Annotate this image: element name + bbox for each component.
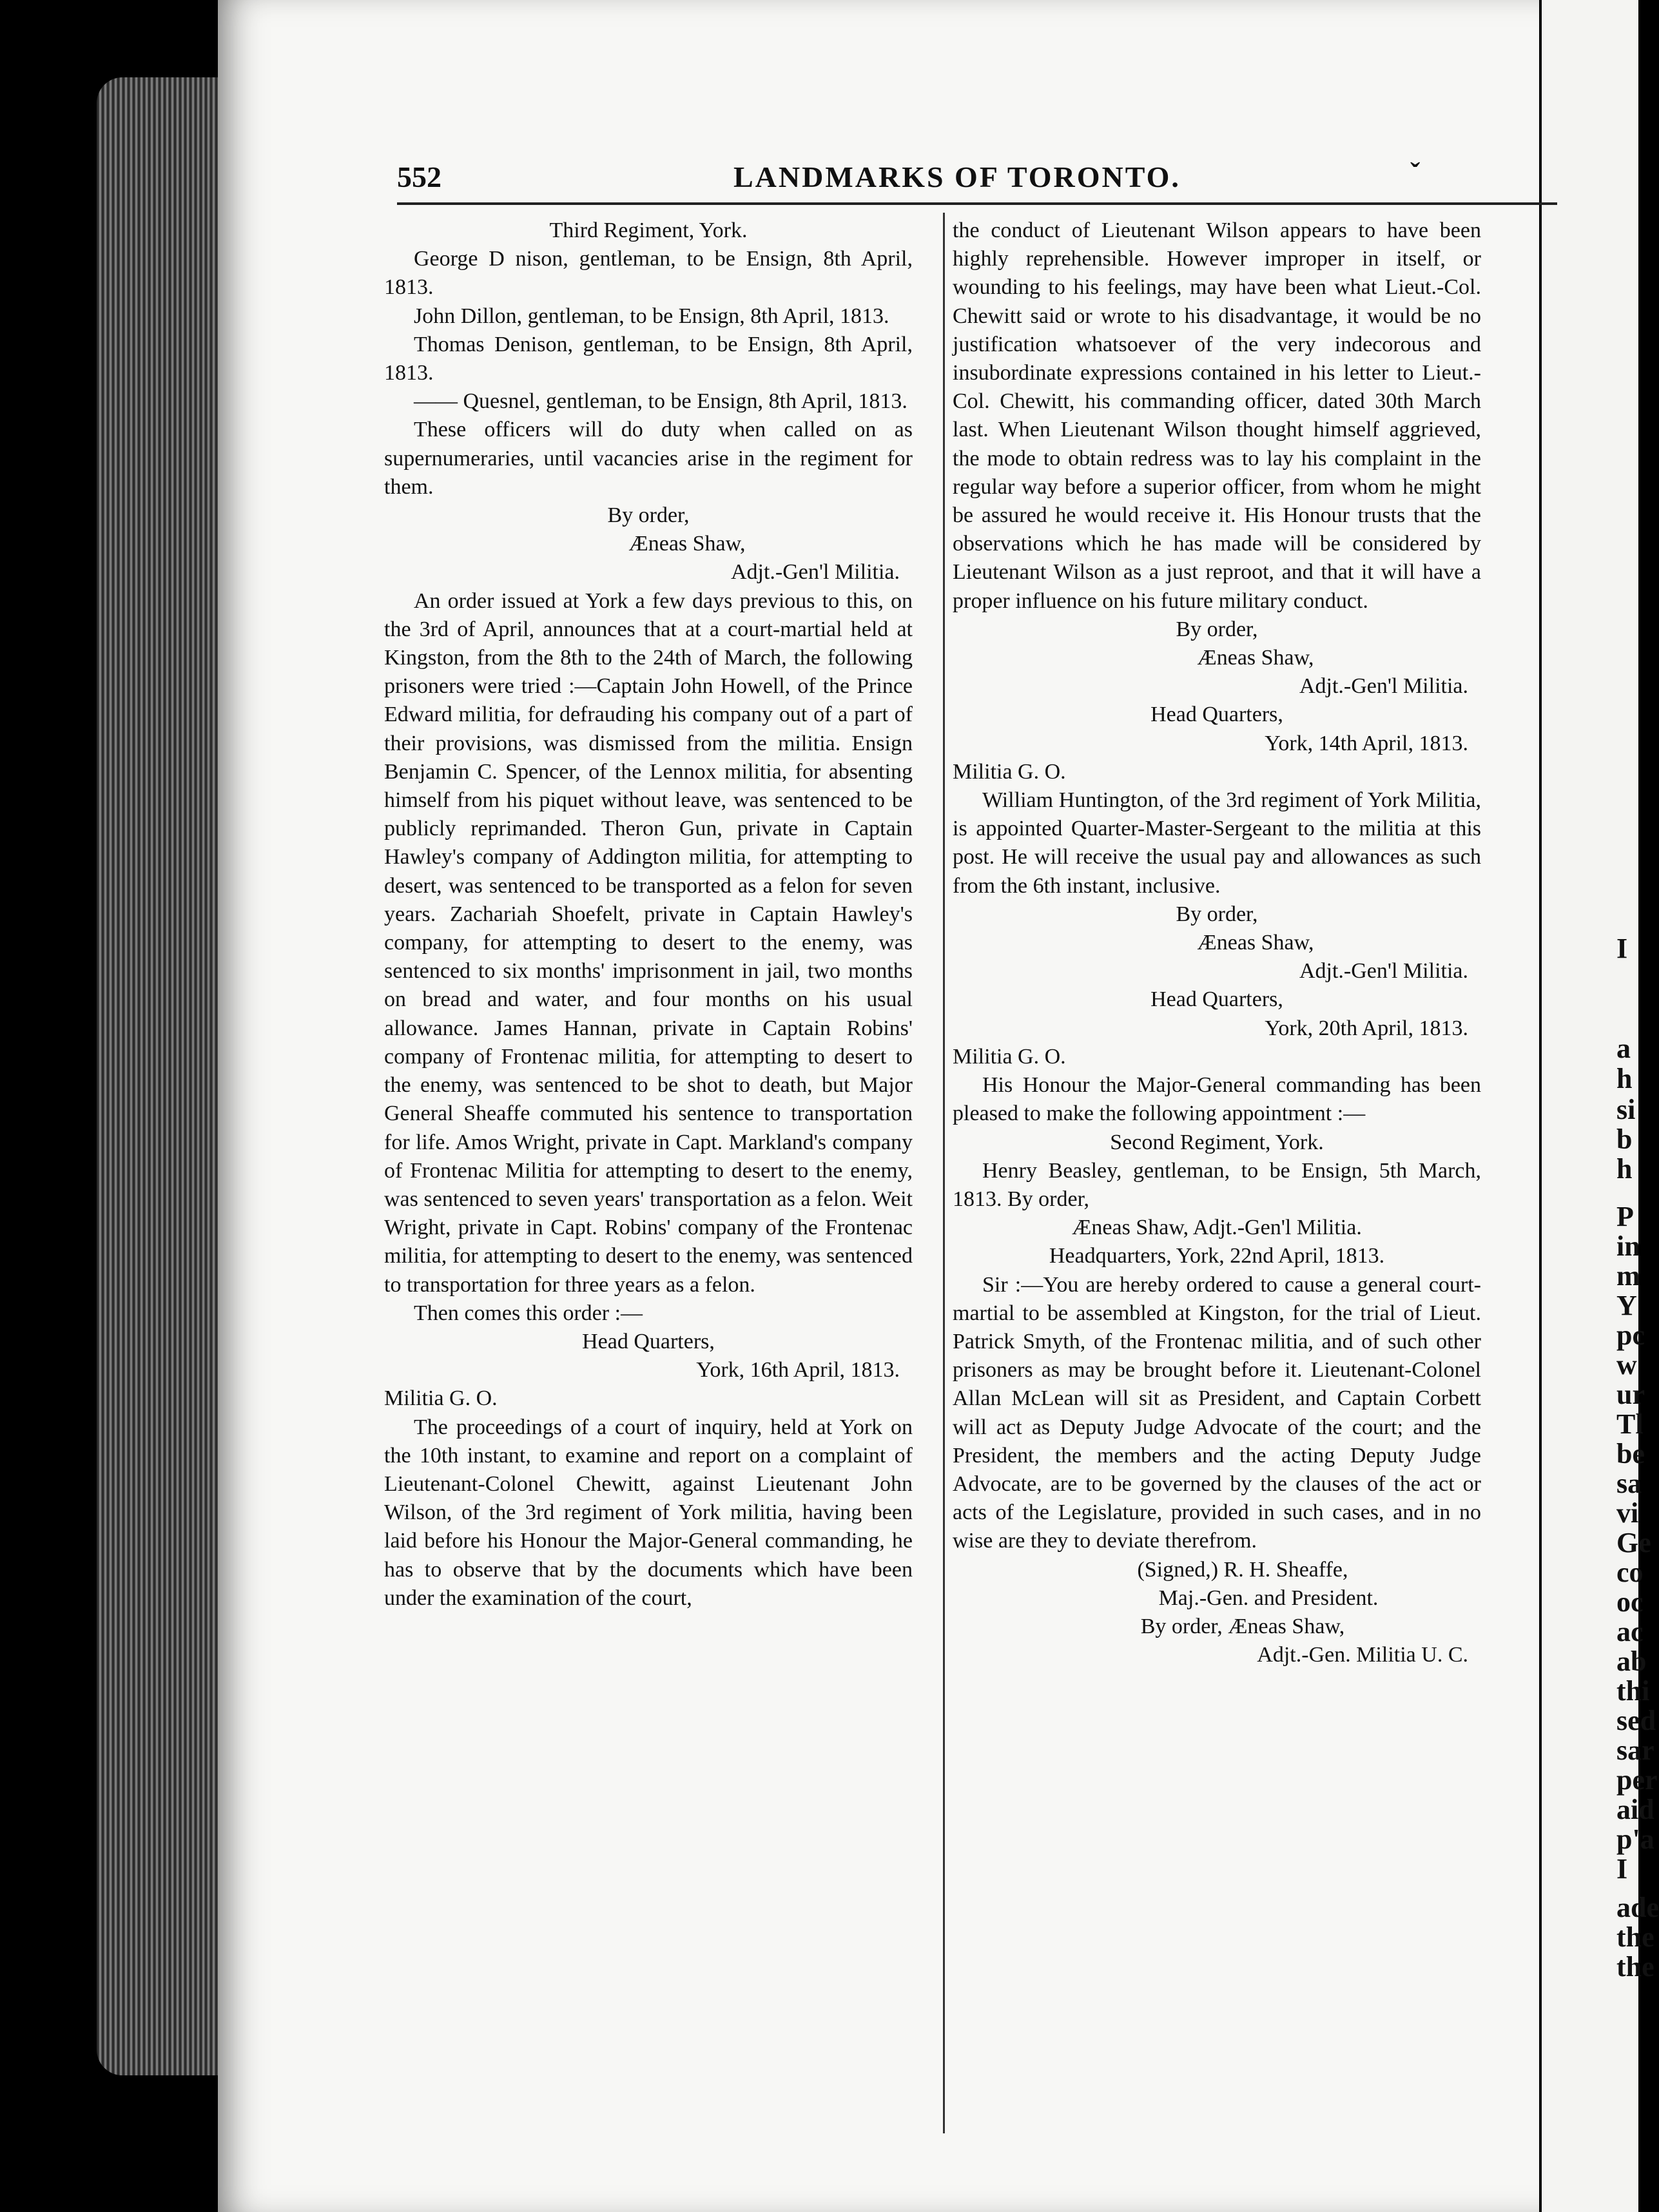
running-title: LANDMARKS OF TORONTO. [733, 160, 1181, 193]
signature-line: By order, Æneas Shaw, [1140, 1614, 1345, 1638]
dateline: Headquarters, York, 22nd April, 1813. [1049, 1244, 1385, 1268]
signature-title: Adjt.-Gen'l Militia. [1299, 674, 1468, 699]
page-gutter [1638, 0, 1647, 2212]
edge-fragment: co [1616, 1557, 1644, 1588]
paragraph: William Huntington, of the 3rd regiment of York Militia, is appointed Quarter-Master-Sergeant to the militia at this post. He will receive the usual pay and allowances as such from the 6th instant, inclusive. [953, 788, 1481, 898]
signature-line: By order, [1176, 617, 1258, 641]
order-label: Militia G. O. [953, 1044, 1066, 1069]
order-label: Militia G. O. [384, 1386, 498, 1411]
edge-fragment: ur [1616, 1379, 1645, 1410]
signature-name: Æneas Shaw, [1197, 931, 1314, 955]
edge-fragment: h [1616, 1153, 1633, 1185]
edge-fragment: P [1616, 1201, 1634, 1232]
edge-fragment: p'a [1616, 1823, 1654, 1855]
edge-fragment: Tl [1616, 1408, 1644, 1440]
signature-name: (Signed,) R. H. Sheaffe, [1137, 1557, 1348, 1582]
edge-fragment: sed [1616, 1705, 1656, 1736]
edge-fragment: a [1616, 1033, 1631, 1064]
signature-line: By order, [607, 503, 690, 528]
edge-fragment: sar [1616, 1734, 1654, 1766]
edge-fragment: Ge [1616, 1527, 1651, 1558]
paragraph: An order issued at York a few days previous to this, on the 3rd of April, announces that at a court-martial held at Kingston, from the 8th to the 24th of March, the following prisoners were tried :—Captain John Howell, of the Prince Edward militia, for defrauding his company out of a part of their provisions, was dismissed from the militia. Ensign Benjamin C. Spencer, of the Lennox militia, for absenting himself from his piquet without leave, was sentenced to be publicly reprimanded. Theron Gun, private in Captain Hawley's company of Addington militia, for attempting to desert, was sentenced to be transported as a felon for seven years. Zachariah Shoefelt, private in Captain Hawley's company, for attempting to desert to the enemy, was sentenced to six months' imprisonment in jail, two months on bread and water, and four months on his usual allowance. James Hannan, private in Captain Robins' company of Frontenac militia, for attempting to desert to the enemy, was sentenced to be shot to death, but Major General Sheaffe commuted his sentence to transportation for life. Amos Wright, private in Capt. Markland's company of Frontenac Militia for attempting to desert to the enemy, was sentenced to seven years' transportation as a felon. Weit Wright, private in Capt. Robins' company of the Frontenac militia, for attempting to desert to the enemy, was sentenced to transportation for three years as a felon. [384, 588, 913, 1297]
paragraph: John Dillon, gentleman, to be Ensign, 8th April, 1813. [414, 304, 889, 328]
heading: Second Regiment, York. [1110, 1130, 1324, 1154]
dateline: York, 20th April, 1813. [1265, 1016, 1468, 1040]
dateline: York, 14th April, 1813. [1265, 731, 1468, 755]
edge-fragment: the [1616, 1951, 1654, 1983]
page-content [218, 0, 1539, 2212]
paragraph: the conduct of Lieutenant Wilson appears to have been highly reprehensible. However improper in itself, or wounding to his feelings, may have been what Lieut.-Col. Chewitt said or wrote to his disadvantage, it would be no justification whatsoever of the very indecorous and insubordinate expressions contained in his letter to Lieut.-Col. Chewitt, his commanding officer, dated 30th March last. When Lieutenant Wilson thought himself aggrieved, the mode to obtain redress was to lay his complaint in the regular way before a superior officer, from whom he might be assured he would receive it. His Honour trusts that the observations which he has made will be considered by Lieutenant Wilson as a just reproot, and that it will have a proper influence on his future military conduct. [953, 218, 1481, 613]
edge-fragment: pc [1616, 1319, 1645, 1351]
running-head [218, 157, 1539, 199]
signature-name: Æneas Shaw, [1197, 646, 1314, 670]
edge-fragment: sa [1616, 1468, 1642, 1499]
dateline: Head Quarters, [582, 1329, 715, 1353]
edge-fragment: b [1616, 1123, 1633, 1155]
edge-fragment: Y [1616, 1290, 1637, 1321]
edge-fragment: ab [1616, 1645, 1647, 1677]
edge-fragment: aid [1616, 1794, 1654, 1825]
dateline: Head Quarters, [1150, 987, 1283, 1012]
edge-fragment: I [1616, 933, 1628, 964]
header-rule [397, 202, 1557, 205]
paragraph: Then comes this order :— [414, 1301, 643, 1325]
signature-line: By order, [1176, 902, 1258, 926]
edge-fragment: m [1616, 1260, 1640, 1292]
edge-fragment: be [1616, 1438, 1645, 1470]
edge-fragment: thi [1616, 1675, 1650, 1707]
page-number: 552 [397, 160, 441, 193]
signature-title: Maj.-Gen. and President. [1158, 1586, 1379, 1610]
heading: Third Regiment, York. [549, 218, 748, 242]
right-column [953, 217, 1481, 1669]
signature-title: Adjt.-Gen. Militia U. C. [1257, 1643, 1468, 1667]
edge-fragment: h [1616, 1063, 1633, 1094]
edge-fragment: ac [1616, 1616, 1644, 1647]
signature-name: Æneas Shaw, [628, 532, 746, 556]
edge-fragment: per [1616, 1764, 1658, 1796]
signature-title: Adjt.-Gen'l Militia. [1299, 959, 1468, 984]
paragraph: Sir :—You are hereby ordered to cause a general court-martial to be assembled at Kingston, for the trial of Lieut. Patrick Smyth, of the Frontenac militia, and of such other prisoners as may be brought before it. Lieutenant-Colonel Allan McLean will sit as President, and Captain Corbett will act as Deputy Judge Advocate of the court; and the President, the members and the acting Deputy Judge Advocate, are to be governed by the clauses of the act or acts of the Legislature, provided in such cases, and in no wise are they to deviate therefrom. [953, 1272, 1481, 1553]
paragraph: The proceedings of a court of inquiry, held at York on the 10th instant, to examine and report on a complaint of Lieutenant-Colonel Chewitt, against Lieutenant John Wilson, of the 3rd regiment of York militia, having been laid before his Honour the Major-General commanding, he has to observe that by the documents which have been under the examination of the court, [384, 1415, 913, 1610]
paragraph: His Honour the Major-General commanding has been pleased to make the following appointment :— [953, 1073, 1481, 1126]
paragraph: Henry Beasley, gentleman, to be Ensign, 5th March, 1813. By order, [953, 1158, 1481, 1211]
edge-fragment: I [1616, 1853, 1628, 1885]
dateline: Head Quarters, [1150, 703, 1283, 727]
edge-fragment: ade [1616, 1892, 1659, 1923]
edge-fragment: w [1616, 1349, 1637, 1381]
order-label: Militia G. O. [953, 759, 1066, 784]
edge-fragment: vi [1616, 1497, 1639, 1529]
ink-mark: ˇ [1410, 157, 1421, 189]
edge-fragment: si [1616, 1094, 1636, 1125]
signature-title: Adjt.-Gen'l Militia. [730, 560, 900, 585]
edge-fragment: oc [1616, 1586, 1644, 1618]
paragraph: —— Quesnel, gentleman, to be Ensign, 8th April, 1813. [414, 389, 907, 414]
signature-line: Æneas Shaw, Adjt.-Gen'l Militia. [1072, 1216, 1362, 1240]
paragraph: These officers will do duty when called on as supernumeraries, until vacancies arise in the regiment for them. [384, 418, 913, 499]
paragraph: Thomas Denison, gentleman, to be Ensign, 8th April, 1813. [384, 332, 913, 385]
edge-fragment: in [1616, 1230, 1640, 1262]
column-rule [943, 213, 945, 2133]
edge-fragment: the [1616, 1921, 1654, 1953]
dateline: York, 16th April, 1813. [696, 1358, 900, 1382]
paragraph: George D nison, gentleman, to be Ensign, 8th April, 1813. [384, 247, 913, 300]
left-column [384, 217, 913, 1613]
